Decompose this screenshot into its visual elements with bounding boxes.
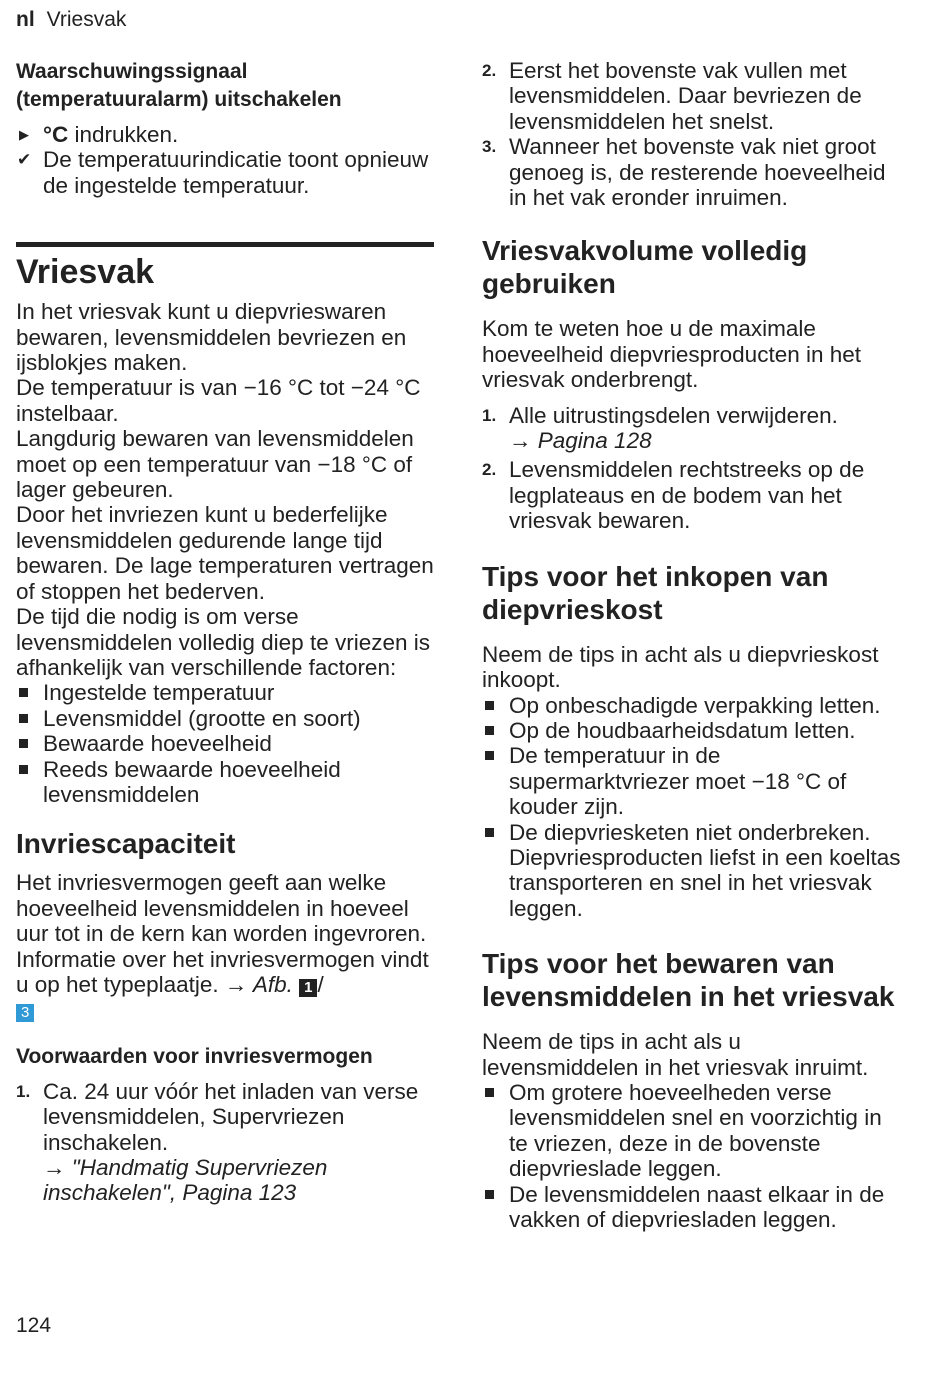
square-bullet-icon (485, 828, 494, 837)
alarm-step-text: indrukken. (68, 122, 179, 147)
list-item (16, 680, 434, 705)
section-rule (16, 242, 434, 247)
arrow-right-icon: → (509, 428, 532, 454)
list-item (16, 731, 434, 756)
alarm-heading: Waarschuwingssignaal (temperatuuralarm) uitschakelen (16, 60, 342, 111)
volume-intro: Kom te weten hoe u de maximale hoeveelheid diepvriesproducten in het vriesvak onderbrengt. (482, 316, 862, 393)
list-item-text: Bewaarde hoeveelheid (43, 731, 272, 757)
buying-tips (482, 693, 902, 922)
step-text: Ca. 24 uur vóór het inladen van verse levensmiddelen, Supervriezen inschakelen. (43, 1078, 419, 1155)
buying-heading: Tips voor het inkopen van diepvrieskost (482, 560, 829, 625)
vriesvak-para-5: De tijd die nodig is om verse levensmiddelen volledig diep te vriezen is afhankelijk van verschillende factoren: (16, 604, 430, 680)
step-text: Eerst het bovenste vak vullen met levensmiddelen. Daar bevriezen de levensmiddelen het snelst. (509, 58, 862, 134)
list-item (482, 1080, 902, 1182)
square-bullet-icon (485, 1088, 494, 1097)
alarm-step (16, 122, 434, 147)
list-item-text: De levensmiddelen naast elkaar in de vakken of diepvriesladen leggen. (509, 1181, 885, 1232)
step-text: Levensmiddelen rechtstreeks op de legplateaus en de bodem van het vriesvak bewaren. (509, 457, 865, 534)
list-item-text: Levensmiddel (grootte en soort) (43, 705, 361, 731)
list-item-text: Om grotere hoeveelheden verse levensmiddelen snel en voorzichtig in te vriezen, deze in de bovenste diepvrieslade leggen. (509, 1079, 882, 1182)
step-number: 1. (482, 405, 497, 425)
list-item (482, 820, 902, 922)
list-item (482, 693, 902, 718)
right-column (482, 58, 902, 1232)
page-title: Vriesvak (16, 253, 155, 292)
triangle-bullet-icon: ▶ (19, 127, 29, 142)
step-number: 2. (482, 61, 497, 80)
capacity-para-1: Het invriesvermogen geeft aan welke hoeveelheid levensmiddelen in hoeveel uur tot in de kern kan worden ingevroren. (16, 870, 427, 947)
temp-key-symbol: °C (43, 122, 69, 147)
square-bullet-icon (485, 751, 494, 760)
square-bullet-icon (485, 701, 494, 710)
checkmark-icon: ✔ (17, 150, 32, 170)
square-bullet-icon (19, 765, 28, 774)
step-item (482, 58, 902, 134)
square-bullet-icon (19, 688, 28, 697)
alarm-steps (16, 122, 434, 198)
list-item-text: Reeds bewaarde hoeveelheid levensmiddelen (43, 756, 341, 807)
step-item (482, 457, 902, 533)
arrow-right-icon: → (43, 1155, 66, 1180)
square-bullet-icon (485, 1190, 494, 1199)
header-section: Vriesvak (46, 8, 127, 31)
square-bullet-icon (19, 739, 28, 748)
list-item-text: Op onbeschadigde verpakking letten. (509, 692, 881, 718)
conditions-steps (16, 1079, 434, 1206)
alarm-result-text: De temperatuurindicatie toont opnieuw de ingestelde temperatuur. (43, 147, 429, 198)
storing-heading: Tips voor het bewaren van levensmiddelen in het vriesvak (482, 948, 895, 1013)
figure-separator: / (317, 971, 324, 997)
step-number: 1. (16, 1081, 31, 1101)
vriesvak-para-4: Door het invriezen kunt u bederfelijke levensmiddelen gedurende lange tijd bewaren. De lage temperaturen vertragen of stoppen het bederven. (16, 502, 434, 604)
buying-intro: Neem de tips in acht als u diepvrieskost inkoopt. (482, 641, 879, 693)
cross-reference-text: Pagina 128 (531, 428, 652, 454)
figure-link[interactable] (225, 972, 299, 997)
storing-tips (482, 1080, 902, 1232)
step-text: Alle uitrustingsdelen verwijderen. (509, 402, 838, 428)
capacity-heading: Invriescapaciteit (16, 828, 236, 860)
vriesvak-para-1: In het vriesvak kunt u diepvrieswaren bewaren, levensmiddelen bevriezen en ijsblokjes maken. (16, 299, 407, 376)
page-header (16, 8, 126, 32)
vriesvak-para-2: De temperatuur is van −16 °C tot −24 °C instelbaar. (16, 375, 421, 426)
factor-list (16, 680, 434, 807)
page-number: 124 (16, 1314, 52, 1337)
square-bullet-icon (19, 714, 28, 723)
left-column (16, 58, 434, 1206)
step-item (16, 1079, 434, 1206)
figure-position-badge: 3 (16, 1004, 34, 1022)
list-item (482, 718, 902, 743)
language-code: nl (16, 8, 35, 31)
figure-ref: Afb. (247, 971, 300, 997)
step-item (482, 403, 902, 454)
list-item (16, 706, 434, 731)
list-item (482, 743, 902, 819)
step-number: 2. (482, 460, 497, 480)
cross-reference-link[interactable] (509, 428, 652, 453)
vriesvak-para-3: Langdurig bewaren van levensmiddelen moet op een temperatuur van −18 °C of lager gebeuren. (16, 426, 414, 503)
list-item-text: De diepvriesketen niet onderbreken. Diepvriesproducten liefst in een koeltas transporteren en snel in het vriesvak leggen. (509, 819, 901, 921)
volume-steps (482, 403, 902, 534)
capacity-para-2-text: Informatie over het invriesvermogen vindt u op het typeplaatje. (16, 946, 429, 997)
list-item (482, 1182, 902, 1233)
list-item-text: De temperatuur in de supermarktvriezer moet −18 °C of kouder zijn. (509, 743, 847, 820)
step-text: Wanneer het bovenste vak niet groot genoeg is, de resterende hoeveelheid in het vak eronder inruimen. (509, 134, 886, 211)
list-item (16, 757, 434, 808)
list-item-text: Op de houdbaarheidsdatum letten. (509, 717, 856, 743)
conditions-heading: Voorwaarden voor invriesvermogen (16, 1044, 373, 1068)
cross-reference-text: "Handmatig Supervriezen inschakelen", Pagina 123 (43, 1155, 328, 1206)
capacity-para-2 (16, 947, 434, 1023)
cross-reference-link[interactable] (43, 1155, 327, 1205)
volume-heading: Vriesvakvolume volledig gebruiken (482, 235, 808, 300)
figure-number-badge: 1 (299, 979, 317, 997)
conditions-steps-continued (482, 58, 902, 210)
arrow-right-icon: → (224, 971, 248, 997)
step-number: 3. (482, 137, 497, 157)
step-item (482, 134, 902, 210)
storing-intro: Neem de tips in acht als u levensmiddelen in het vriesvak inruimt. (482, 1029, 869, 1080)
list-item-text: Ingestelde temperatuur (43, 680, 275, 706)
alarm-result (16, 147, 434, 198)
square-bullet-icon (485, 726, 494, 735)
